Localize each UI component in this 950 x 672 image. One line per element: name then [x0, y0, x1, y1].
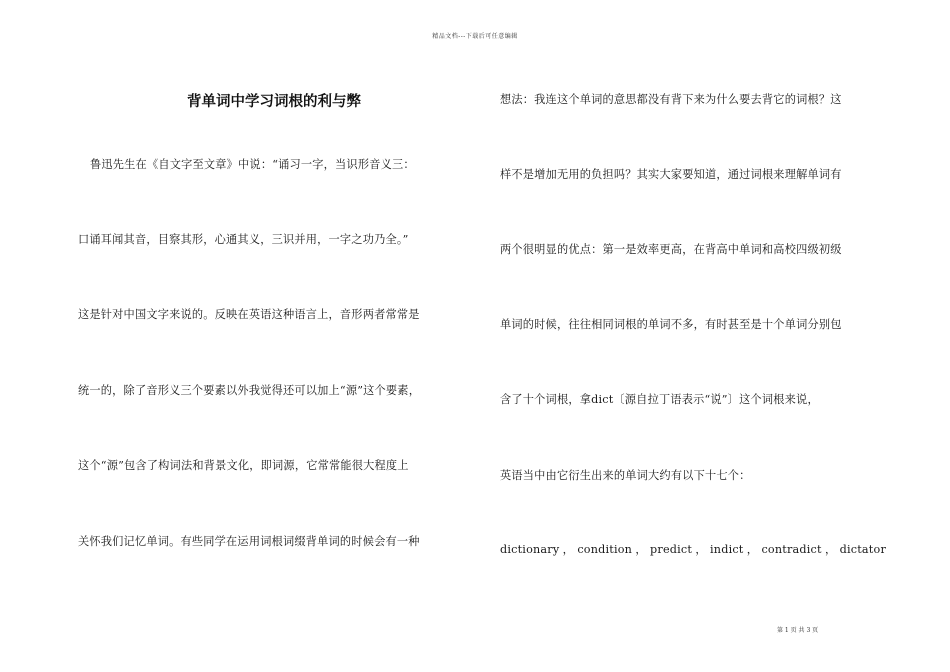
left-line-5: 这个“源”包含了构词法和背景文化，即词源，它常常能很大程度上 — [78, 459, 409, 472]
right-line-6: 英语当中由它衍生出来的单词大约有以下十七个： — [500, 469, 751, 482]
left-line-4: 统一的，除了音形义三个要素以外我觉得还可以加上“源”这个要素， — [78, 384, 421, 397]
article-title: 背单词中学习词根的利与弊 — [187, 94, 361, 110]
page-number: 第 1 页 共 3 页 — [777, 627, 819, 634]
right-line-5: 含了十个词根，拿dict〔源自拉丁语表示“说”〕这个词根来说， — [500, 393, 819, 406]
right-line-2: 样不是增加无用的负担吗？其实大家要知道，通过词根来理解单词有 — [500, 168, 842, 181]
left-line-3: 这是针对中国文字来说的。反映在英语这种语言上，音形两者常常是 — [78, 308, 420, 321]
right-line-1: 想法：我连这个单词的意思都没有背下来为什么要去背它的词根？这 — [500, 93, 842, 106]
left-line-6: 关怀我们记忆单词。有些同学在运用词根词缀背单词的时候会有一种 — [78, 535, 420, 548]
right-line-4: 单词的时候，往往相同词根的单词不多，有时甚至是十个单词分别包 — [500, 318, 842, 331]
right-line-3: 两个很明显的优点：第一是效率更高，在背高中单词和高校四级初级 — [500, 243, 842, 256]
left-line-2: 口诵耳闻其音，目察其形，心通其义，三识并用，一字之功乃全。” — [78, 233, 409, 246]
right-line-7: dictionary，condition，predict，indict，contradict，dictator — [500, 543, 886, 556]
header-note: 精品文档---下载后可任意编辑 — [432, 33, 518, 40]
left-line-1: 鲁迅先生在《自文字至文章》中说：“诵习一字，当识形音义三： — [90, 158, 415, 171]
